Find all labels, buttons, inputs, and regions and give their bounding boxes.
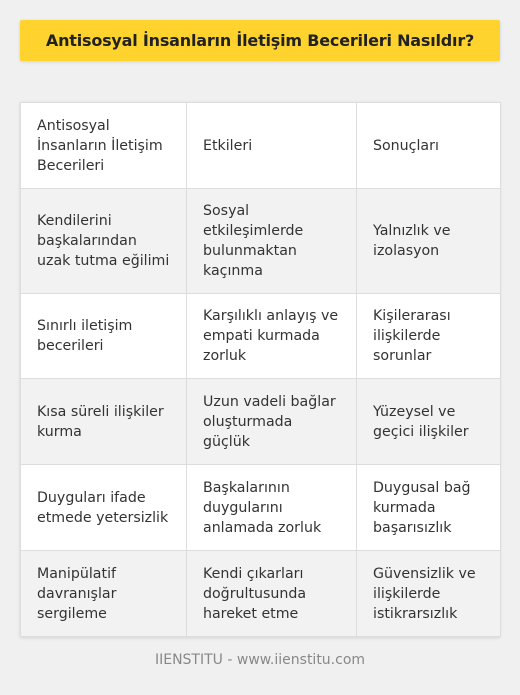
header-cell-skills: Antisosyal İnsanların İletişim Becerileri xyxy=(21,103,187,189)
table-cell: Duygusal bağ kurmada başarısızlık xyxy=(357,465,501,551)
table-cell: Kısa süreli ilişkiler kurma xyxy=(21,379,187,465)
table-cell: Kişilerarası ilişkilerde sorunlar xyxy=(357,294,501,379)
table-cell: Duyguları ifade etmede yetersizlik xyxy=(21,465,187,551)
table-cell: Sınırlı iletişim becerileri xyxy=(21,294,187,379)
table-row xyxy=(21,189,501,294)
comparison-table xyxy=(20,102,500,637)
table-cell: Uzun vadeli bağlar oluşturmada güçlük xyxy=(187,379,357,465)
table-cell: Karşılıklı anlayış ve empati kurmada zorluk xyxy=(187,294,357,379)
table-header-row xyxy=(21,103,501,189)
table-cell: Yüzeysel ve geçici ilişkiler xyxy=(357,379,501,465)
header-cell-results: Sonuçları xyxy=(357,103,501,189)
table-row xyxy=(21,379,501,465)
table-cell: Kendi çıkarları doğrultusunda hareket etme xyxy=(187,551,357,637)
table-cell: Kendilerini başkalarından uzak tutma eğilimi xyxy=(21,189,187,294)
page-title: Antisosyal İnsanların İletişim Becerileri Nasıldır? xyxy=(45,31,475,50)
table-cell: Güvensizlik ve ilişkilerde istikrarsızlık xyxy=(357,551,501,637)
header-cell-effects: Etkileri xyxy=(187,103,357,189)
table-row xyxy=(21,294,501,379)
table-cell: Başkalarının duygularını anlamada zorluk xyxy=(187,465,357,551)
table-row xyxy=(21,465,501,551)
table-cell: Sosyal etkileşimlerde bulunmaktan kaçınma xyxy=(187,189,357,294)
table-cell: Yalnızlık ve izolasyon xyxy=(357,189,501,294)
title-banner xyxy=(20,20,500,61)
table-cell: Manipülatif davranışlar sergileme xyxy=(21,551,187,637)
table-row xyxy=(21,551,501,637)
footer-credit: IIENSTITU - www.iienstitu.com xyxy=(154,652,366,668)
